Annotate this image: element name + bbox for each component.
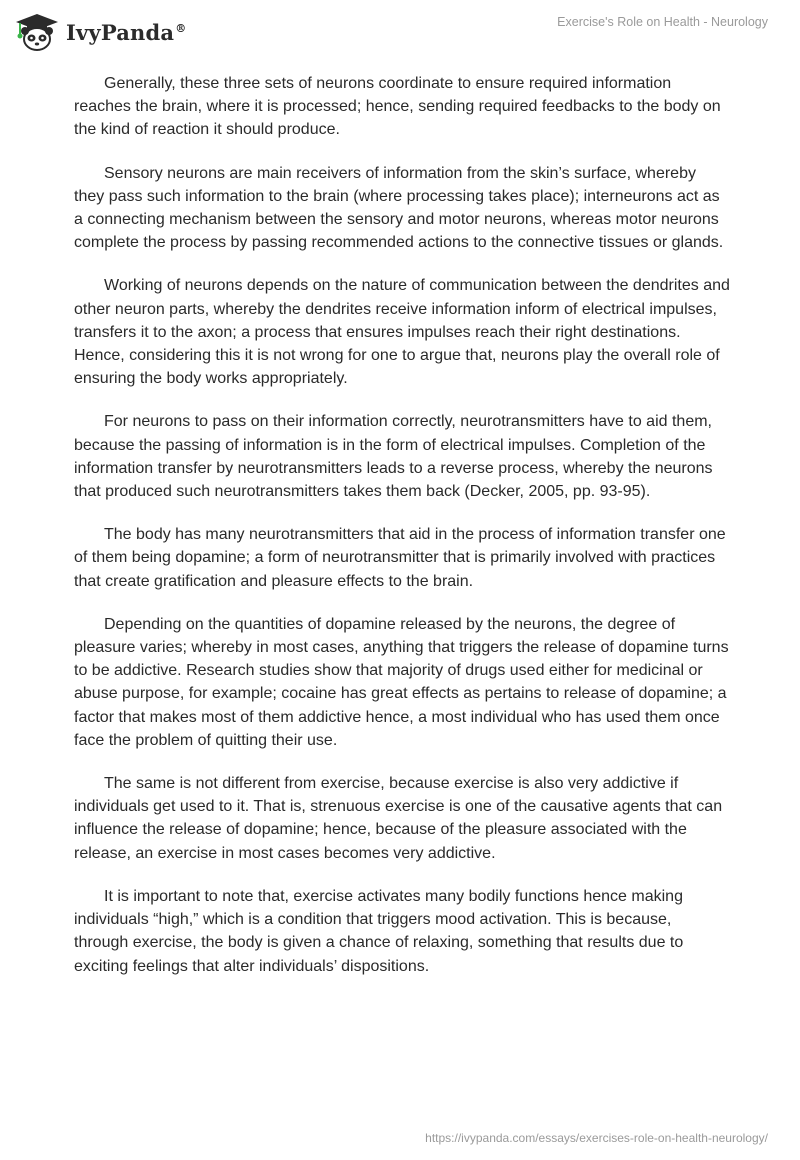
page-header — [0, 0, 800, 60]
brand-name: IvyPanda® — [66, 19, 187, 45]
paragraph: For neurons to pass on their information correctly, neurotransmitters have to aid them, because the passing of information is in the form of electrical impulses. Completion of the information transfer by neurotransmitters leads to a reverse process, whereby the neurons that produced such neurotransmitters takes them back (Decker, 2005, pp. 93-95). — [74, 413, 713, 501]
paragraph: Sensory neurons are main receivers of information from the skin’s surface, whereby they pass such information to the brain (where processing takes place); interneurons act as a connecting mechanism between the sensory and motor neurons, whereas motor neurons complete the process by passing recommended actions to the connective tissues or glands. — [74, 164, 724, 252]
paragraph: The same is not different from exercise, because exercise is also very addictive if individuals get used to it. That is, strenuous exercise is one of the causative agents that can influence the release of dopamine; hence, because of the pleasure associated with the release, an exercise in most cases becomes very addictive. — [74, 775, 723, 862]
source-url[interactable]: https://ivypanda.com/essays/exercises-role-on-health-neurology/ — [425, 1131, 768, 1145]
paragraph: Generally, these three sets of neurons coordinate to ensure required information reaches the brain, where it is processed; hence, sending required feedbacks to the body on the kind of reaction it should produce. — [74, 75, 721, 139]
paragraph: It is important to note that, exercise activates many bodily functions hence making individuals “high,” which is a condition that triggers mood activation. This is because, through exercise, the body is given a chance of relaxing, something that results due to exciting feelings that alter individuals’ dispositions. — [74, 887, 684, 975]
panda-graduate-icon — [14, 12, 60, 52]
ivypanda-logo[interactable] — [14, 10, 186, 54]
essay-body — [74, 72, 730, 998]
registered-mark: ® — [175, 21, 187, 35]
paragraph: Depending on the quantities of dopamine released by the neurons, the degree of pleasure varies; whereby in most cases, anything that triggers the release of dopamine turns to be addictive. Research studies show that majority of drugs used either for medicinal or abuse purpose, for example; cocaine has great effects as pertains to release of dopamine; a factor that makes most of them addictive hence, a most individual who has used them once face the problem of quitting their use. — [74, 615, 729, 749]
paragraph: The body has many neurotransmitters that aid in the process of information transfer one of them being dopamine; a form of neurotransmitter that is primarily involved with practices that create gratification and pleasure effects to the brain. — [74, 526, 726, 590]
document-title: Exercise's Role on Health - Neurology — [557, 15, 768, 29]
paragraph: Working of neurons depends on the nature of communication between the dendrites and other neuron parts, whereby the dendrites receive information inform of electrical impulses, transfers it to the axon; a process that ensures impulses reach their right destinations. Hence, considering this it is not wrong for one to argue that, neurons play the overall role of ensuring the body works appropriately. — [74, 277, 730, 388]
